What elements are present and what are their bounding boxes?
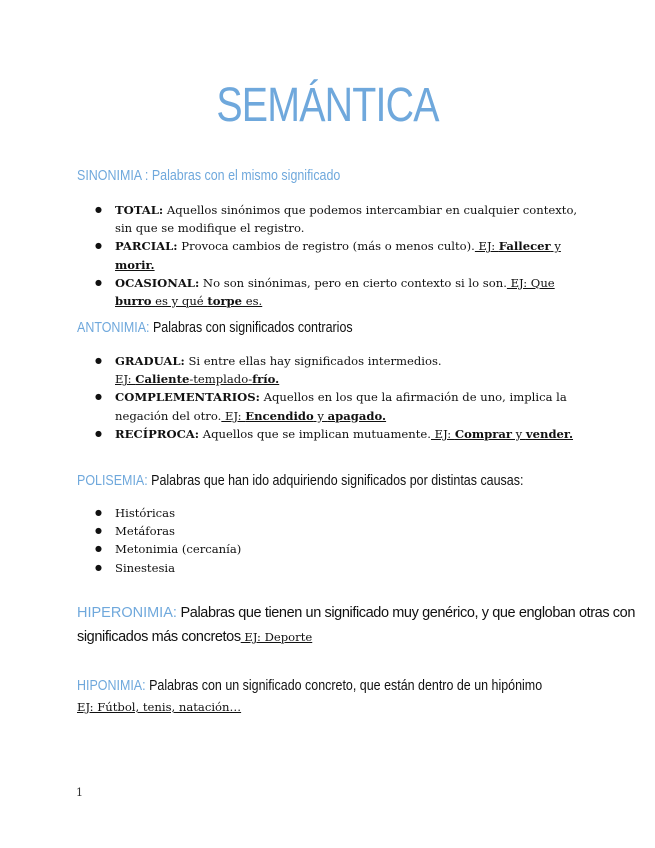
list-item: ● PARCIAL: Provoca cambios de registro (más o menos culto). EJ: Fallecer y morir. <box>95 237 585 273</box>
page-number: 1 <box>76 786 83 799</box>
list-item: ● RECÍPROCA: Aquellos que se implican mutuamente. EJ: Comprar y vender. <box>95 425 585 443</box>
antonimia-list <box>95 352 585 443</box>
page-title: SEMÁNTICA <box>216 79 439 132</box>
example: EJ: Que burro es y qué torpe es. <box>115 275 555 309</box>
list-item: ● Históricas <box>95 504 585 522</box>
example: EJ: Caliente-templado-frío. <box>115 372 280 387</box>
list-item: ● OCASIONAL: No son sinónimas, pero en cierto contexto si lo son. EJ: Que burro es y qué torpe es. <box>95 274 585 310</box>
polisemia-heading: POLISEMIA: Palabras que han ido adquiriendo significados por distintas causas: <box>77 473 524 489</box>
example: EJ: Encendido y apagado. <box>221 408 387 423</box>
antonimia-heading: ANTONIMIA: Palabras con significados contrarios <box>77 320 353 336</box>
example: EJ: Fallecer y morir. <box>115 239 561 272</box>
polisemia-list <box>95 504 585 577</box>
hiponimia-heading: HIPONIMIA: Palabras con un significado concreto, que están dentro de un hipónimo <box>77 678 543 694</box>
sinonimia-heading <box>77 164 577 188</box>
list-item: ● Sinestesia <box>95 559 585 577</box>
sinonimia-list <box>95 201 585 310</box>
hiponimia-example: EJ: Fútbol, tenis, natación… <box>77 700 242 714</box>
list-item: ● Metonimia (cercanía) <box>95 540 585 558</box>
example: EJ: Deporte <box>240 630 313 644</box>
hiperonimia-heading: HIPERONIMIA: Palabras que tienen un significado muy genérico, y que engloban otras con significados más concretos EJ: Deporte <box>77 605 635 645</box>
list-item: ● GRADUAL: Si entre ellas hay significados intermedios. EJ: Caliente-templado-frío. <box>95 352 585 388</box>
sinonimia-label: SINONIMIA : Palabras con el mismo significado <box>77 168 341 184</box>
example: EJ: Comprar y vender. <box>430 426 574 441</box>
list-item: ● TOTAL: Aquellos sinónimos que podemos intercambiar en cualquier contexto, sin que se modifique el registro. <box>95 201 585 237</box>
list-item: ● COMPLEMENTARIOS: Aquellos en los que la afirmación de uno, implica la negación del otro. EJ: Encendido y apagado. <box>95 388 585 424</box>
list-item: ● Metáforas <box>95 522 585 540</box>
